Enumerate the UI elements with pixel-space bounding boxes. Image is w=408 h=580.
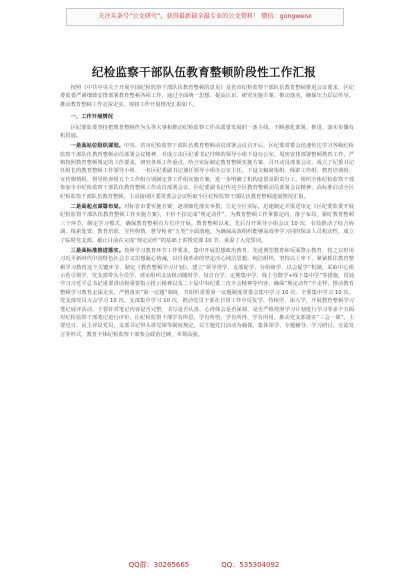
paragraph-3-body: 按照学习教育环节工作要求，集中开展思想政治教育，先进典型教育和反面警示教育，持之以恒用习近平新时代中国特色社会主义思想凝心铸魂，以自我革命的坚定决心纯洁思想、纯洁组织，坚持以上率下，紧紧抓住教育整顿学习教育这个关键环节，制定《教育整顿学习计划》，建立“领导带学、支部促学、分组研学、以会促学”机制，采取中心组示范引领学、党支部带头全员学、部室组织灵活机动随时学、每日自学、定期集中学、线上分散学+线下集中学”等措施，贯通学习习近平总书记重要讲话和重要指示批示精神以及二十届中央纪委二次全会精神等内容，确保“规定动作”不走样，推动教育整顿学习教育走深走实，严格落实“第一议题”制度，共组织常委第一议题制度常委会集中学习 10 次、全委集中学习 10 次、党支部党员大会学习 10 次，支部集中学习 10 次、推动党员干部在日常工作中反复学、持续学、深入学，开展教育整顿学习笔记展评活动，主要针对笔记内容是否完整、书写是否认真、心得体会是否深刻、是否严格按照学习计划进行学习等多个方面对纪检监察干部笔记进行评价，让纪检监察干部学有所思、学有所悟、学有所得、学有所用，推动党支部落实“三会一课”，主要党日、民主评议党员，支部书记带头讲党课等制度规定，以主题党日活动为载体，集体领学、专题辅导、学习研讨，交流发言等形式，教育全体纪检监察干部参会政治过硬、本领高强。: [60, 247, 354, 338]
paragraph-1: [60, 142, 354, 201]
paragraph-2-lead: 二是高起点谋篇布局。: [70, 203, 125, 210]
section-heading: 一、工作开展情况: [70, 114, 113, 121]
paragraph-1-lead: 一是高站位组织谋划。: [70, 143, 125, 150]
document-title: 纪检监察干部队伍教育整顿阶段性工作汇报: [91, 65, 317, 79]
document-body: [60, 84, 354, 341]
footer-contact: [0, 560, 408, 570]
top-banner: 关注头条号“公文研究”，获得最新最全最专业的公文资料！ 微信：gongwenx: [66, 8, 344, 26]
paragraph-1-body: 中央、省市纪检监察干部队伍教育整顿动员部署会议召开后，区纪委常委会迅速传达学习各级纪检监察干部队伍教育整顿动员部署会议精神，并成立由区纪委书记挂帅的领导小组下设办公室，周密安排部署整顿教育工作，严格按照教育整顿规定的工作要求，研究各项工作重点，结合实际制定教育整顿实施方案，召开动员部署会议，成立了纪委书记任组长的教育整顿工作领导小组、一名区纪委副书记兼任领导小组办公室主任，下设文稿简报组、线索工作组、教育培训组、宣传舆情组、督导检查组五个工作组分别制定各工作组实施方案，进一步明确了机构设置及职责分工，组织全体纪检监察干部参加全市纪检监察干部队伍教育整顿工作动员部署会议，区纪委副书记传达全区教育整顿动员部署会议精神，高标准启动全区纪检监察干部队伍教育整顿，主动接请区委常委会会议听取全区纪检监察干部队伍教育整顿进展情况汇报。: [60, 143, 354, 200]
paragraph-3-lead: 三是高标准推进落实。: [70, 247, 125, 254]
section-intro-paragraph: 区纪委监委坚持把教育整顿作为头等大事和推动纪检监察工作高质量发展的一条主线，不断强化部署、推进、落实步骤有机贯通。: [60, 124, 354, 140]
intro-paragraph: 按照《中共中央关于开展全国纪检监察干部队伍教育整顿的意见》及省市纪检监察干部队伍教育整顿推进会议要求，区纪委监委严谨细致安排部署教育整顿各项工作，通过全面统一思想、提高认识、研究实施方案、推动落实，确保压力层层传导，推动教育整顿工作走深走实。现将工作开展情况汇报如下。: [60, 85, 354, 108]
paragraph-2: [60, 203, 354, 245]
paragraph-2-body: 对标省市委实施方案，逐项细化落实举措，立足全区实际，迅速制定并报送审定《区纪委监委开展纪检监察干部队伍教育整顿工作实施方案》，不折不扣完成“规定动作”，为教育整顿工作掌握定向、落子布局，紧盯教育整顿三个环节，制定学习模式，确保教育整顿有方有序开展。教育整顿以来，先后召开领导小组会议 10 次，有效推动了综合协调、线索处置、教育培训、宣传舆情、督导检查“五类”全面落地，为确保高效组织能够高效率学习同时保证人员机动性，成立了临时党支部，截止目前在完成“规定动作”的基础上讲授党课 10 节，重温了入党誓词。: [60, 203, 354, 244]
footer-qq-2: QQ：535304092: [221, 561, 280, 569]
paragraph-3: [60, 247, 354, 339]
footer-qq-1: QQ群：30265665: [128, 561, 190, 569]
